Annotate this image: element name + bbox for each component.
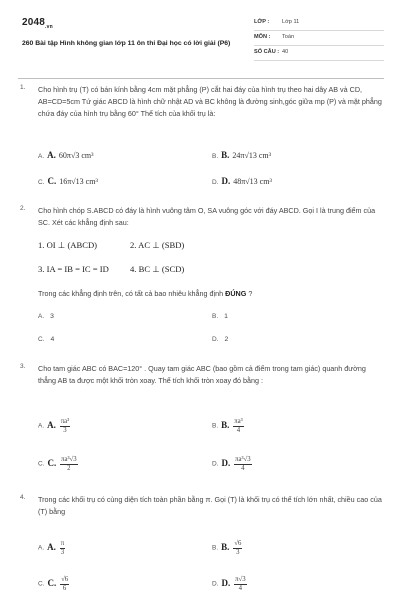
option-d[interactable]: D. 2: [212, 336, 229, 343]
question-text: Cho tam giác ABC có BAC=120° . Quay tam giác ABC (bao gồm cả điểm trong tam giác) quanh đường thẳng AB ta được một khối tròn xoay. Thể tích khối tròn xoay đó bằng :: [38, 364, 366, 386]
option-c[interactable]: C. C. 16π√13 cm³: [38, 176, 98, 186]
meta-value: Toán: [282, 34, 295, 40]
option-d[interactable]: D. D. $\frac{\pi√3}{4}$: [212, 576, 246, 592]
header-divider: [18, 78, 384, 79]
meta-key: MÔN :: [254, 34, 271, 40]
meta-key: SỐ CÂU :: [254, 49, 280, 55]
fraction: $\frac{\pi√3}{4}$: [235, 576, 246, 592]
meta-row-count: [254, 46, 384, 61]
document-title: 260 Bài tập Hình không gian lớp 11 ôn thi Đại học có lời giải (P6): [22, 40, 231, 47]
question-number: 2.: [20, 205, 26, 212]
statement-4: 4. BC ⊥ (SCD): [130, 264, 185, 274]
meta-key: LỚP :: [254, 19, 270, 25]
fraction: $\frac{\text{πa³√3}}{2}$: [61, 456, 77, 472]
question-instruction: Trong các khẳng định trên, có tất cả bao nhiêu khẳng định ĐÚNG ?: [38, 289, 253, 298]
question-text: Cho hình trụ (T) có bán kính bằng 4cm mặt phẳng (P) cắt hai đáy của hình trụ theo hai dây AB và CD, AB=CD=5cm Tứ giác ABCD là hình chữ nhật AD và BC không là đường sinh,góc giữa mp (P) và mặt phẳng chứa đáy của hình trụ bằng 60° Thể tích của khối trụ là:: [38, 85, 382, 119]
option-b[interactable]: B. B. $\frac{√6}{3}$: [212, 540, 242, 556]
meta-table: [254, 16, 384, 61]
option-d[interactable]: D. D. 48π√13 cm³: [212, 176, 272, 186]
question-text: Trong các khối trụ có cùng diện tích toàn phần bằng π. Gọi (T) là khối trụ có thể tích lớn nhất, chiều cao của (T) bằng: [38, 495, 382, 517]
question-text: Cho hình chóp S.ABCD có đáy là hình vuông tâm O, SA vuông góc với đáy ABCD. Gọi I là trung điểm của SC. Xét các khẳng định sau:: [38, 206, 376, 228]
option-a[interactable]: A. A. 60π√3 cm³: [38, 150, 94, 160]
fraction: $\frac{√6}{6}$: [61, 576, 69, 592]
option-a[interactable]: A. A. $\frac{\pi}{3}$: [38, 540, 65, 556]
meta-row-subject: [254, 31, 384, 46]
statement-3: 3. IA = IB = IC = ID: [38, 264, 109, 274]
fraction: $\frac{\text{πa³}}{3}$: [60, 418, 70, 434]
option-b[interactable]: B. 1: [212, 313, 228, 320]
option-c[interactable]: C. C. $\frac{\text{πa³√3}}{2}$: [38, 456, 77, 472]
fraction: $\frac{\pi}{3}$: [60, 540, 65, 556]
meta-value: Lớp 11: [282, 19, 300, 25]
statement-2: 2. AC ⊥ (SBD): [130, 240, 185, 250]
option-d[interactable]: D. D. $\frac{\text{πa³√3}}{4}$: [212, 456, 251, 472]
fraction: $\frac{\text{πa³√3}}{4}$: [235, 456, 251, 472]
statement-1: 1. OI ⊥ (ABCD): [38, 240, 98, 250]
option-b[interactable]: B. B. 24π√13 cm³: [212, 150, 272, 160]
question-number: 3.: [20, 363, 26, 370]
option-c[interactable]: C. 4: [38, 336, 55, 343]
option-a[interactable]: A. A. $\frac{\text{πa³}}{3}$: [38, 418, 70, 434]
question-number: 1.: [20, 84, 26, 91]
question-number: 4.: [20, 494, 26, 501]
meta-value: 40: [282, 49, 289, 55]
option-b[interactable]: B. B. $\frac{\text{πa³}}{4}$: [212, 418, 243, 434]
fraction: $\frac{√6}{3}$: [234, 540, 242, 556]
site-logo[interactable]: $2048_{.vn}$: [22, 17, 53, 30]
option-c[interactable]: C. C. $\frac{√6}{6}$: [38, 576, 69, 592]
fraction: $\frac{\text{πa³}}{4}$: [234, 418, 243, 434]
option-a[interactable]: A. 3: [38, 313, 54, 320]
meta-row-class: [254, 16, 384, 31]
